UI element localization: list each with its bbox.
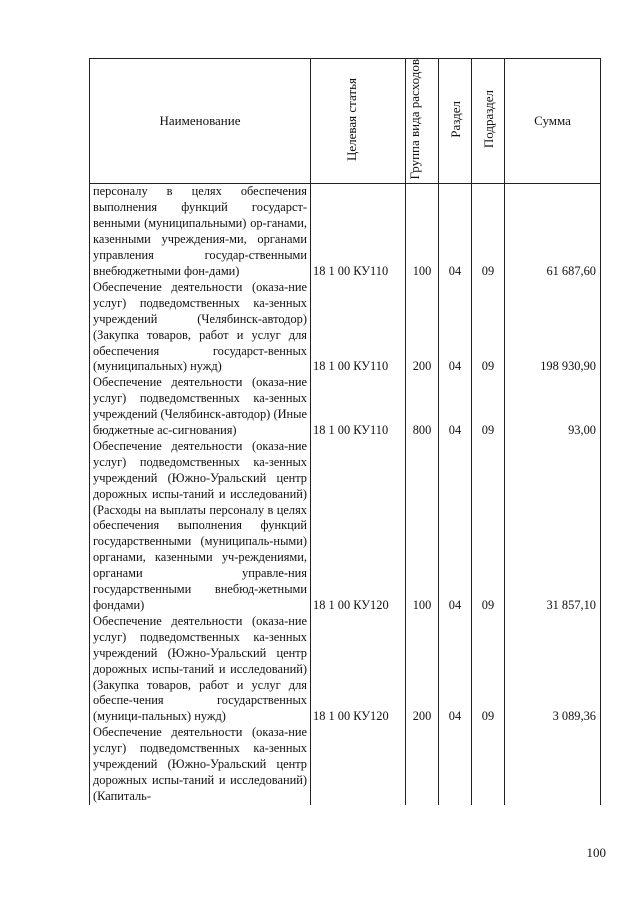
header-group bbox=[406, 59, 439, 184]
row-code: 18 1 00 КУ120 bbox=[311, 614, 406, 725]
row-group: 800 bbox=[406, 375, 439, 439]
header-name: Наименование bbox=[90, 59, 311, 184]
header-code-label: Целевая статья bbox=[344, 77, 359, 161]
row-subsection: 09 bbox=[472, 614, 505, 725]
header-group-label: Группа вида расходов bbox=[407, 59, 422, 180]
header-sum: Сумма bbox=[505, 59, 601, 184]
table-row bbox=[90, 184, 601, 280]
row-sum: 61 687,60 bbox=[505, 184, 601, 280]
row-subsection: 09 bbox=[472, 280, 505, 375]
row-group: 200 bbox=[406, 280, 439, 375]
row-subsection: 09 bbox=[472, 375, 505, 439]
table-header-row bbox=[90, 59, 601, 184]
row-code: 18 1 00 КУ110 bbox=[311, 184, 406, 280]
row-subsection: 09 bbox=[472, 184, 505, 280]
row-subsection bbox=[472, 725, 505, 805]
row-sum bbox=[505, 725, 601, 805]
row-name: персоналу в целях обеспечения выполнения функций государст-венными (муниципальными) ор-ганами, казенными учреждения-ми, органами управления государ-ственными внебюджетными фон-дами) bbox=[90, 184, 311, 280]
row-section bbox=[439, 725, 472, 805]
budget-table bbox=[89, 58, 601, 805]
row-group: 100 bbox=[406, 184, 439, 280]
row-code bbox=[311, 725, 406, 805]
row-code: 18 1 00 КУ110 bbox=[311, 375, 406, 439]
row-section: 04 bbox=[439, 280, 472, 375]
row-code: 18 1 00 КУ110 bbox=[311, 280, 406, 375]
row-name: Обеспечение деятельности (оказа-ние услуг) подведомственных ка-зенных учреждений (Южно-Уральский центр дорожных испы-таний и исследований) (Закупка товаров, работ и услуг для обеспе-чения государственных (муници-пальных) нужд) bbox=[90, 614, 311, 725]
row-section: 04 bbox=[439, 614, 472, 725]
row-section: 04 bbox=[439, 439, 472, 614]
header-code bbox=[311, 59, 406, 184]
table-row bbox=[90, 439, 601, 614]
row-name: Обеспечение деятельности (оказа-ние услуг) подведомственных ка-зенных учреждений (Челябинск-автодор) (Закупка товаров, работ и услуг для обеспечения государст-венных (муниципальных) нужд) bbox=[90, 280, 311, 375]
row-subsection: 09 bbox=[472, 439, 505, 614]
row-sum: 198 930,90 bbox=[505, 280, 601, 375]
header-subsection bbox=[472, 59, 505, 184]
row-name: Обеспечение деятельности (оказа-ние услуг) подведомственных ка-зенных учреждений (Челябинск-автодор) (Иные бюджетные ас-сигнования) bbox=[90, 375, 311, 439]
table-row bbox=[90, 725, 601, 805]
row-code: 18 1 00 КУ120 bbox=[311, 439, 406, 614]
page-number: 100 bbox=[586, 845, 606, 860]
header-section bbox=[439, 59, 472, 184]
row-sum: 31 857,10 bbox=[505, 439, 601, 614]
row-sum: 93,00 bbox=[505, 375, 601, 439]
row-section: 04 bbox=[439, 184, 472, 280]
table-row bbox=[90, 375, 601, 439]
row-section: 04 bbox=[439, 375, 472, 439]
row-group: 100 bbox=[406, 439, 439, 614]
row-sum: 3 089,36 bbox=[505, 614, 601, 725]
header-section-label: Раздел bbox=[447, 100, 463, 138]
header-subsection-label: Подраздел bbox=[480, 90, 496, 149]
row-group: 200 bbox=[406, 614, 439, 725]
row-group bbox=[406, 725, 439, 805]
table-row bbox=[90, 280, 601, 375]
row-name: Обеспечение деятельности (оказа-ние услуг) подведомственных ка-зенных учреждений (Южно-Уральский центр дорожных испы-таний и исследований) (Расходы на выплаты персоналу в целях обеспечения выполнения функций государственными (муниципаль-ными) органами, казенными уч-реждениями, органами управле-ния государственными внебюд-жетными фондами) bbox=[90, 439, 311, 614]
table-row bbox=[90, 614, 601, 725]
row-name: Обеспечение деятельности (оказа-ние услуг) подведомственных ка-зенных учреждений (Южно-Уральский центр дорожных испы-таний и исследований) (Капиталь- bbox=[90, 725, 311, 805]
